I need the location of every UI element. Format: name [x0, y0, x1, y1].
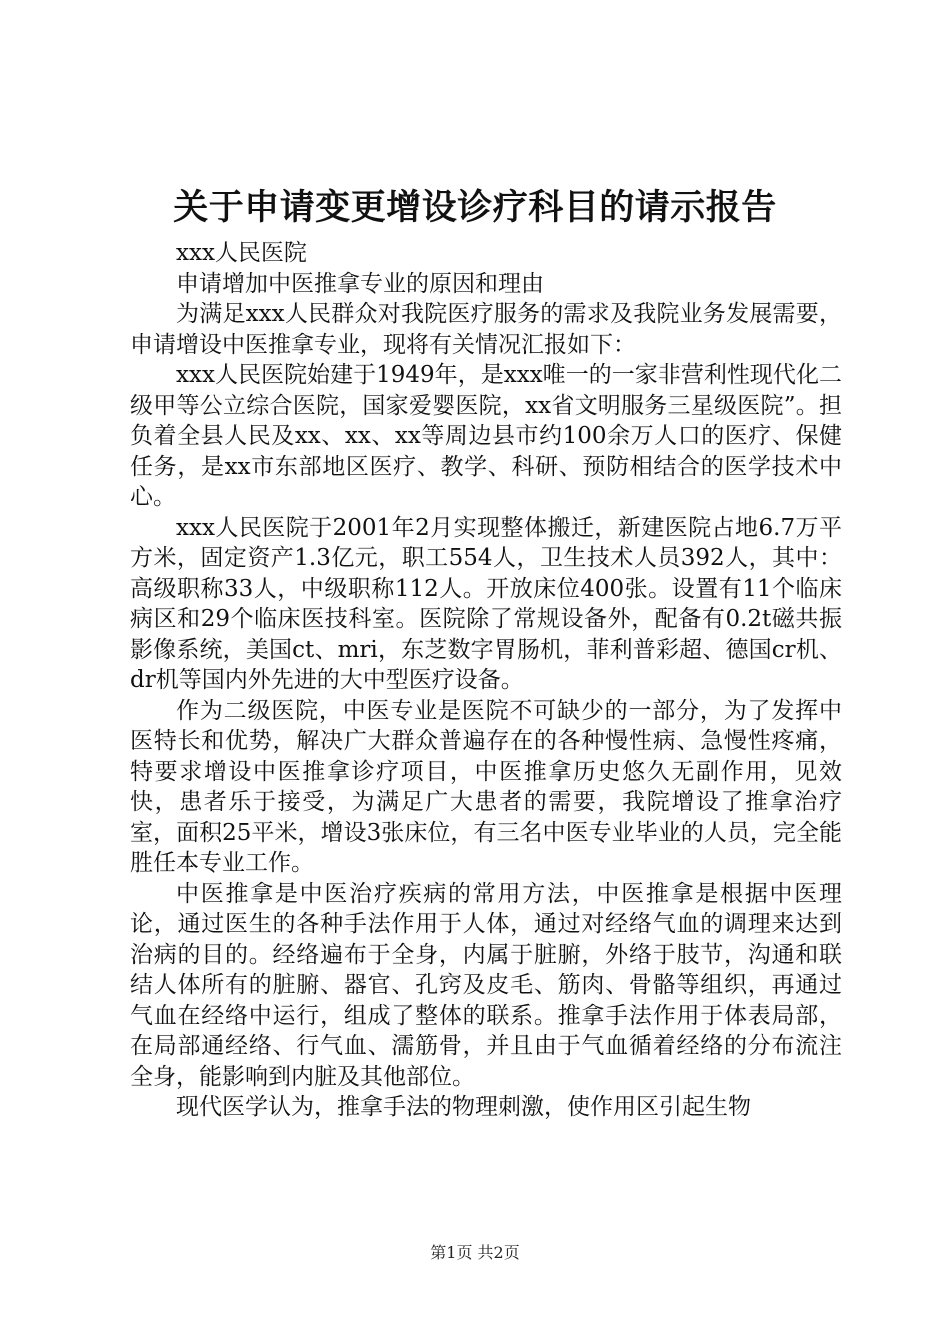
paragraph-subject: 申请增加中医推拿专业的原因和理由: [176, 270, 544, 297]
paragraph-hospital-resources: xxx人民医院于2001年2月实现整体搬迁，新建医院占地6.7万平方米，固定资产1.3亿元，职工554人，卫生技术人员392人，其中：高级职称33人，中级职称112人。开放床位400张。设置有11个临床病区和29个临床医技科室。医院除了常规设备外，配备有0.2t磁共振影像系统，美国ct、mri，东芝数字胃肠机，菲利普彩超、德国cr机、dr机等国内外先进的大中型医疗设备。: [130, 514, 842, 693]
paragraph-tcm-theory: 中医推拿是中医治疗疾病的常用方法，中医推拿是根据中医理论，通过医生的各种手法作用于人体，通过对经络气血的调理来达到治病的目的。经络遍布于全身，内属于脏腑，外络于肢节，沟通和联结人体所有的脏腑、器官、孔窍及皮毛、筋肉、骨骼等组织，再通过气血在经络中运行，组成了整体的联系。推拿手法作用于体表局部，在局部通经络、行气血、濡筋骨，并且由于气血循着经络的分布流注全身，能影响到内脏及其他部位。: [130, 880, 842, 1090]
paragraph-modern-medicine: 现代医学认为，推拿手法的物理刺激，使作用区引起生物: [176, 1094, 751, 1120]
paragraph-hospital-history: xxx人民医院始建于1949年，是xxx唯一的一家非营利性现代化二级甲等公立综合医院，国家爱婴医院，xx省文明服务三星级医院”。担负着全县人民及xx、xx、xx等周边县市约100余万人口的医疗、保健任务，是xx市东部地区医疗、教学、科研、预防相结合的医学技术中心。: [130, 362, 842, 510]
page-number: 第1页 共2页: [430, 1243, 520, 1262]
document-body: [130, 238, 842, 1123]
paragraph-intro: 为满足xxx人民群众对我院医疗服务的需求及我院业务发展需要，申请增设中医推拿专业，现将有关情况汇报如下：: [130, 301, 842, 358]
paragraph-tcm-need: 作为二级医院，中医专业是医院不可缺少的一部分，为了发挥中医特长和优势，解决广大群众普遍存在的各种慢性病、急慢性疼痛，特要求增设中医推拿诊疗项目，中医推拿历史悠久无副作用，见效快，患者乐于接受，为满足广大患者的需要，我院增设了推拿治疗室，面积25平米，增设3张床位，有三名中医专业毕业的人员，完全能胜任本专业工作。: [130, 697, 842, 876]
paragraph-recipient: xxx人民医院: [176, 240, 307, 266]
document-title: 关于申请变更增设诊疗科目的请示报告: [173, 187, 777, 228]
